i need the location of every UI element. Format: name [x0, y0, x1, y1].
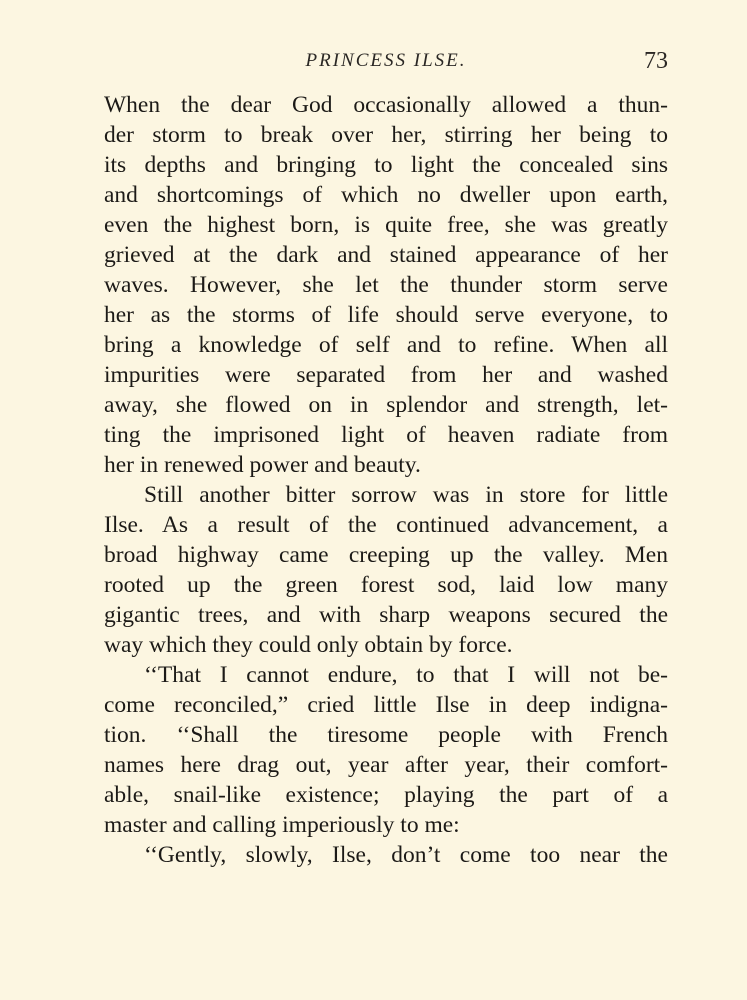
text-line: its depths and bringing to light the concealed sins [104, 152, 668, 178]
text-line: tion. ‘‘Shall the tiresome people with French [104, 722, 668, 748]
text-line: ‘‘Gently, slowly, Ilse, don’t come too near the [144, 842, 668, 868]
text-line: rooted up the green forest sod, laid low many [104, 572, 668, 598]
text-line: and shortcomings of which no dweller upon earth, [104, 182, 668, 208]
text-line: impurities were separated from her and washed [104, 362, 668, 388]
text-line: able, snail-like existence; playing the part of a [104, 782, 668, 808]
text-line: master and calling imperiously to me: [104, 812, 460, 838]
text-line: broad highway came creeping up the valley. Men [104, 542, 668, 568]
text-line: Ilse. As a result of the continued advancement, a [104, 512, 668, 538]
page-number: 73 [644, 48, 668, 74]
text-line: come reconciled,” cried little Ilse in deep indigna- [104, 692, 668, 718]
text-line: her in renewed power and beauty. [104, 452, 421, 478]
text-line: ‘‘That I cannot endure, to that I will not be- [144, 662, 668, 688]
running-title: PRINCESS ILSE. [305, 50, 467, 71]
body-text [104, 90, 668, 870]
text-line: waves. However, she let the thunder storm serve [104, 272, 668, 298]
running-head [104, 50, 668, 80]
text-line: even the highest born, is quite free, she was greatly [104, 212, 668, 238]
text-line: names here drag out, year after year, their comfort- [104, 752, 668, 778]
text-line: her as the storms of life should serve everyone, to [104, 302, 668, 328]
text-line: way which they could only obtain by force. [104, 632, 513, 658]
text-line: ting the imprisoned light of heaven radiate from [104, 422, 668, 448]
text-line: gigantic trees, and with sharp weapons secured the [104, 602, 668, 628]
text-line: Still another bitter sorrow was in store for little [144, 482, 668, 508]
text-line: grieved at the dark and stained appearance of her [104, 242, 668, 268]
text-line: away, she flowed on in splendor and strength, let- [104, 392, 668, 418]
text-line: bring a knowledge of self and to refine. When all [104, 332, 668, 358]
text-line: When the dear God occasionally allowed a thun- [104, 92, 668, 118]
text-line: der storm to break over her, stirring her being to [104, 122, 668, 148]
